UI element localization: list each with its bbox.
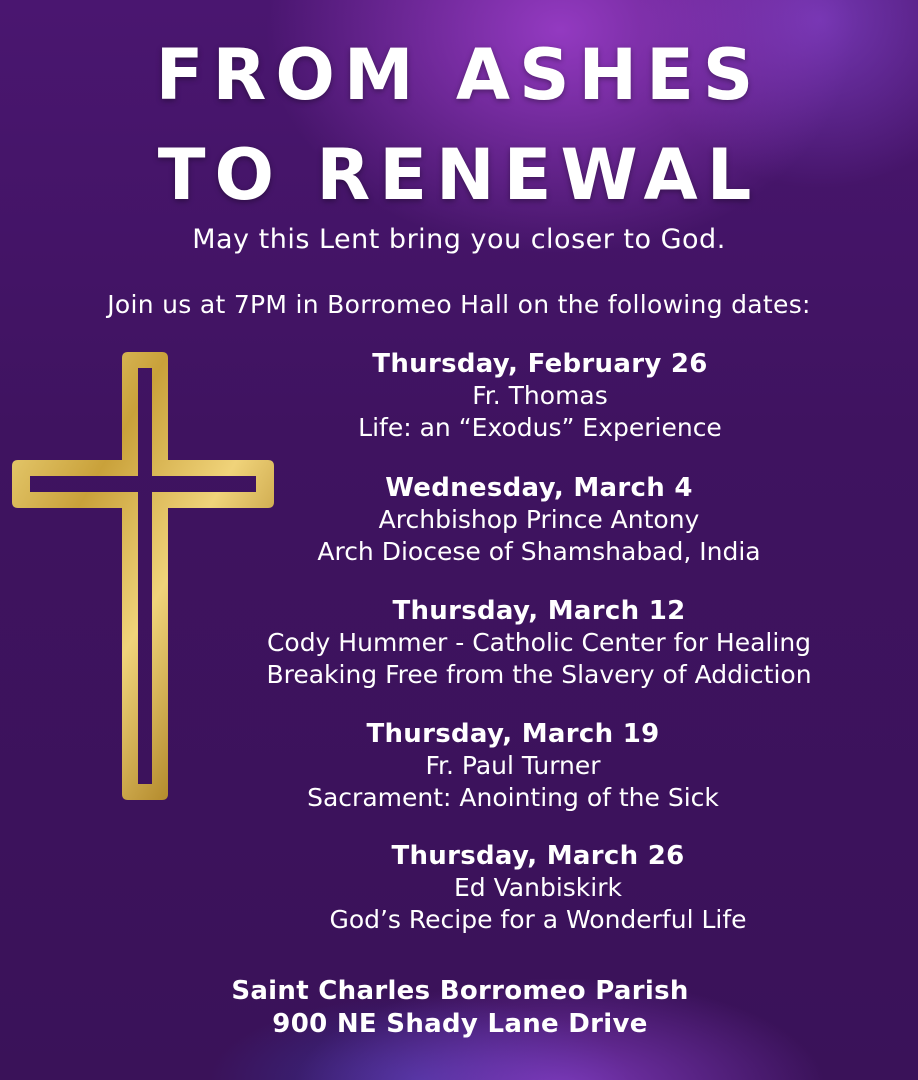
parish-address: 900 NE Shady Lane Drive	[272, 1009, 648, 1039]
event-speaker: Cody Hummer - Catholic Center for Healing	[266, 628, 812, 657]
invitation-text: Join us at 7PM in Borromeo Hall on the following dates:	[107, 290, 811, 319]
event-date: Thursday, March 12	[392, 596, 686, 626]
event-item	[250, 472, 828, 568]
event-topic: Life: an “Exodus” Experience	[358, 413, 722, 442]
event-date: Wednesday, March 4	[385, 473, 693, 503]
event-speaker: Fr. Thomas	[472, 381, 608, 410]
event-item	[250, 718, 776, 814]
event-topic: Breaking Free from the Slavery of Addiction	[266, 660, 812, 689]
event-item	[330, 348, 750, 444]
title-line-2: TO RENEWAL	[157, 134, 761, 216]
title-line-1: FROM ASHES	[155, 34, 763, 116]
event-speaker: Archbishop Prince Antony	[378, 505, 700, 534]
parish-name: Saint Charles Borromeo Parish	[231, 976, 689, 1006]
event-speaker: Ed Vanbiskirk	[454, 873, 622, 902]
event-date: Thursday, March 26	[391, 841, 685, 871]
event-topic: Sacrament: Anointing of the Sick	[307, 783, 719, 812]
subtitle: May this Lent bring you closer to God.	[192, 224, 726, 255]
event-item	[186, 595, 892, 691]
event-date: Thursday, February 26	[372, 349, 708, 379]
event-topic: God’s Recipe for a Wonderful Life	[329, 905, 747, 934]
parish-info	[200, 975, 720, 1041]
gold-cross-icon	[12, 352, 274, 800]
event-topic: Arch Diocese of Shamshabad, India	[317, 537, 761, 566]
event-speaker: Fr. Paul Turner	[425, 751, 601, 780]
event-date: Thursday, March 19	[366, 719, 660, 749]
event-item	[270, 840, 806, 936]
